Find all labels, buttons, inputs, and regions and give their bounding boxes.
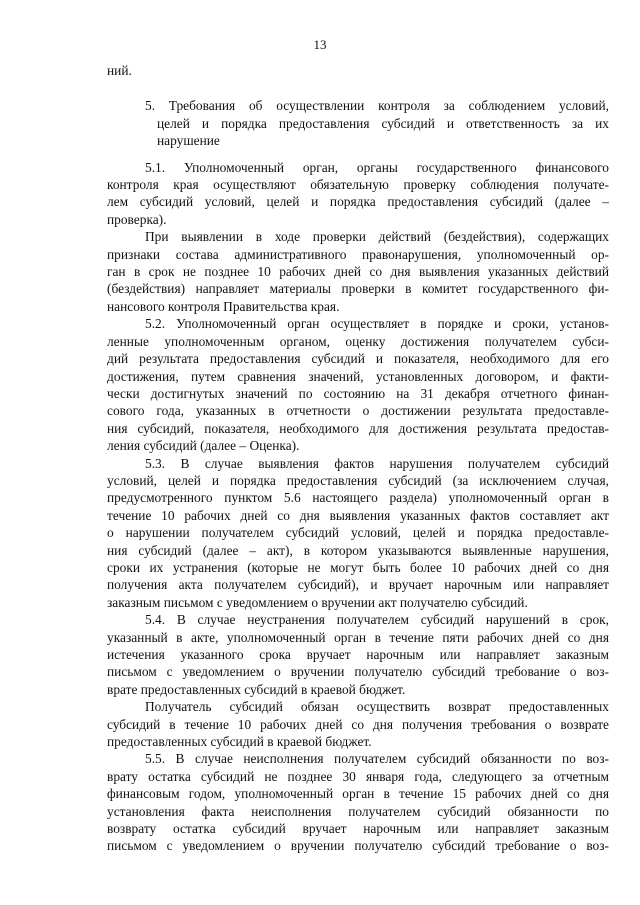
- paragraph-5-4-return: [107, 698, 609, 750]
- document-body: [107, 62, 609, 855]
- text-line: ния субсидий (далее – акт), в котором указываются выявленные нарушения,: [107, 542, 609, 558]
- paragraph-5-5: [107, 750, 609, 854]
- text-line: 5.3. В случае выявления фактов нарушения получателем субсидий: [145, 455, 609, 471]
- text-line: врату остатка субсидий не позднее 30 января года, следующего за отчетным: [107, 768, 609, 784]
- heading-line: целей и порядка предоставления субсидий и ответственность за их: [157, 115, 609, 131]
- text-line: чески достигнутых значений по состоянию на 31 декабря отчетного финан-: [107, 385, 609, 401]
- text-line: субсидий в течение 10 рабочих дней со дня получения требования о возврате: [107, 716, 609, 732]
- text-line: дий результата предоставления субсидий и показателя, необходимого для его: [107, 351, 609, 367]
- paragraph-5-1: [107, 159, 609, 229]
- section-heading: [107, 97, 609, 149]
- text-line: о нарушении получателем субсидий условий, целей и порядка предоставле-: [107, 525, 609, 541]
- text-line: финансовым годом, уполномоченный орган в течение 15 рабочих дней со дня: [107, 786, 609, 802]
- paragraph-5-1-violation: [107, 228, 609, 315]
- text-line: условий, целей и порядка предоставления субсидий (за исключением случая,: [107, 472, 609, 488]
- text-line: 5.5. В случае неисполнения получателем субсидий обязанности по воз-: [145, 751, 609, 767]
- text-line: предусмотренного пунктом 5.6 настоящего раздела) уполномоченный орган в: [107, 490, 609, 506]
- text-line: Получатель субсидий обязан осуществить возврат предоставленных: [145, 699, 609, 715]
- text-line: установления факта неисполнения получателем субсидий обязанности по: [107, 803, 609, 819]
- text-line: нансового контроля Правительства края.: [107, 298, 340, 314]
- paragraph-5-4: [107, 611, 609, 698]
- text-line: ган в срок не позднее 10 рабочих дней со дня выявления указанных действий: [107, 264, 609, 280]
- text-line: ленные уполномоченным органом, оценку достижения получателем субси-: [107, 333, 609, 349]
- heading-line: нарушение: [157, 133, 220, 149]
- text-line: 5.4. В случае неустранения получателем субсидий нарушений в срок,: [145, 612, 609, 628]
- text-line: сроки их устранения (которые не могут быть более 10 рабочих дней со дня: [107, 559, 609, 575]
- heading-line: 5. Требования об осуществлении контроля за соблюдением условий,: [145, 98, 609, 114]
- text-line: признаки состава административного правонарушения, уполномоченный ор-: [107, 246, 609, 262]
- text-line: течение 10 рабочих дней со дня выявления указанных фактов составляет акт: [107, 507, 609, 523]
- page-number: 13: [313, 37, 327, 52]
- paragraph-5-3: [107, 455, 609, 612]
- text-line: 5.1. Уполномоченный орган, органы государственного финансового: [145, 159, 609, 175]
- text-line: ления субсидий (далее – Оценка).: [107, 438, 300, 454]
- paragraph-5-2: [107, 315, 609, 454]
- text-line: врате предоставленных субсидий в краевой бюджет.: [107, 681, 406, 697]
- text-line: истечения указанного срока вручает нарочным или направляет заказным: [107, 647, 609, 662]
- text-line: 5.2. Уполномоченный орган осуществляет в порядке и сроки, установ-: [145, 316, 609, 332]
- text-line: лем субсидий условий, целей и порядка предоставления субсидий (далее –: [107, 194, 609, 210]
- carryover-text: [107, 62, 609, 79]
- text-line: предоставленных субсидий в краевой бюджет.: [107, 734, 372, 750]
- text-line: указанный в акте, уполномоченный орган в течение пяти рабочих дней со дня: [107, 629, 609, 645]
- text-line: заказным письмом с уведомлением о вручении акт получателю субсидий.: [107, 594, 528, 610]
- text-line: письмом с уведомлением о вручении получателю субсидий требование о воз-: [107, 838, 609, 854]
- text-line: контроля края осуществляют обязательную проверку соблюдения получате-: [107, 177, 609, 193]
- text-line: проверка).: [107, 211, 167, 227]
- text-line: (бездействия) направляет материалы проверки в комитет государственного фи-: [107, 281, 609, 297]
- text-line: письмом с уведомлением о вручении получателю субсидий требование о воз-: [107, 664, 609, 680]
- text-line: ний.: [107, 63, 132, 78]
- text-line: При выявлении в ходе проверки действий (бездействия), содержащих: [145, 229, 609, 245]
- text-line: сового года, указанных в отчетности о достижении результата предоставле-: [107, 403, 609, 419]
- text-line: достижения, путем сравнения значений, установленных договором, и факти-: [107, 368, 609, 384]
- text-line: ния субсидий, показателя, необходимого для достижения результата предостав-: [107, 420, 609, 436]
- text-line: возврату остатка субсидий вручает нарочным или направляет заказным: [107, 821, 609, 837]
- text-line: получения акта получателем субсидий), и вручает нарочным или направляет: [107, 577, 609, 593]
